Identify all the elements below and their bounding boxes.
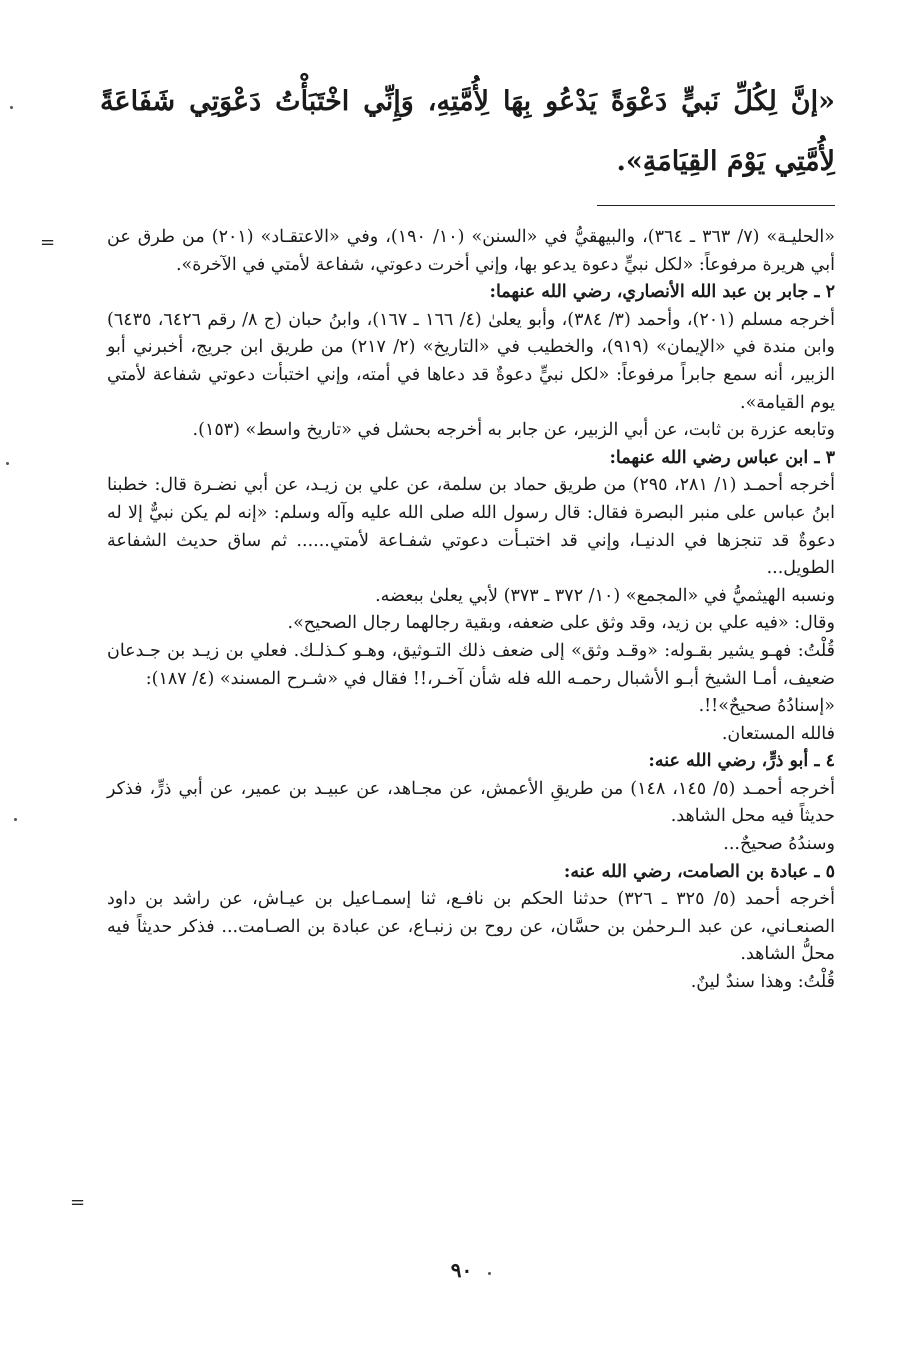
hadith-main-text: «إنَّ لِكُلِّ نَبيٍّ دَعْوَةً يَدْعُو بِهَا لِأُمَّتِهِ، وَإِنِّي اخْتَبَأْتُ دَعْوَتِي شَفَاعَةً لِأُمَّتِي يَوْمَ القِيَامَةِ». xyxy=(100,86,835,177)
footnote-paragraph: وسندُهُ صحيحٌ... xyxy=(723,834,835,855)
footnote-paragraph: وتابعه عزرة بن ثابت، عن أبي الزبير، عن جابر به أخرجه بحشل في «تاريخ واسط» (١٥٣). xyxy=(192,420,835,441)
footnote-heading: ٤ ـ أبو ذرٍّ، رضي الله عنه: xyxy=(648,751,835,772)
scan-speck xyxy=(14,818,17,821)
footnote-paragraph: قُلْتُ: وهذا سندٌ لينٌ. xyxy=(690,972,835,993)
footnote-paragraph: أخرجه أحمـد (١/ ٢٨١، ٢٩٥) من طريق حماد بن سلمة، عن علي بن زيـد، عن أبي نضـرة قال: خطبنا ابنُ عباس على منبر البصرة فقال: قال رسول الله صلى الله عليه وآله وسلم: «إنه لم يكن نبيٌّ إلا له دعوةٌ قد تنجزها في الدنيـا، وإني قد اختبـأت دعوتي شفـاعة لأمتي...... ثم ساق حديث الشفاعة الطويل... xyxy=(107,475,835,579)
footnote-paragraph: «إسنادُهُ صحيحٌ»!!. xyxy=(698,696,835,717)
continuation-mark-bottom: = xyxy=(70,1192,86,1213)
footnote-paragraph: أخرجه مسلم (٢٠١)، وأحمد (٣/ ٣٨٤)، وأبو يعلىٰ (٤/ ١٦٦ ـ ١٦٧)، وابنُ حبان (ج ٨/ رقم ٦٤٢٦، ٦٤٣٥) وابن مندة في «الإيمان» (٩١٩)، والخطيب في «التاريخ» (٢/ ٢١٧) من طريق ابن جريج، أخبرني أبو الزبير، أنه سمع جابراً مرفوعاً: «لكل نبيٍّ دعوةٌ قد دعاها في أمته، وإني اختبأت دعوتي شفاعة لأمتي يوم القيامة». xyxy=(107,309,835,413)
page-number: ٩٠ xyxy=(450,1258,473,1282)
footnote-paragraph: ونسبه الهيثميُّ في «المجمع» (١٠/ ٣٧٢ ـ ٣٧٣) لأبي يعلىٰ ببعضه. xyxy=(375,585,835,606)
footnote-heading: ٢ ـ جابر بن عبد الله الأنصاري، رضي الله عنهما: xyxy=(489,282,835,303)
footnotes xyxy=(107,224,835,997)
scan-speck xyxy=(6,462,9,465)
scan-speck xyxy=(10,106,13,109)
footnote-paragraph: «الحليـة» (٧/ ٣٦٣ ـ ٣٦٤)، والبيهقيُّ في «السنن» (١٠/ ١٩٠)، وفي «الاعتقـاد» (٢٠١) من طرق عن أبي هريرة مرفوعاً: «لكل نبيٍّ دعوة يدعو بها، وإني أخرت دعوتي، شفاعة لأمتي في الآخرة». xyxy=(107,227,835,275)
footnote-paragraph: أخرجه أحمـد (٥/ ١٤٥، ١٤٨) من طريقِ الأعمش، عن مجـاهد، عن عبيـد بن عمير، عن أبي ذرٍّ، فذكر حديثاً فيه محل الشاهد. xyxy=(107,778,835,827)
scan-speck xyxy=(488,1272,491,1275)
footnote-paragraph: قُلْتُ: فهـو يشير بقـوله: «وقـد وثق» إلى ضعف ذلك التـوثيق، وهـو كـذلـك. فعلي بن زيـد بن جـدعان ضعيف، أمـا الشيخ أبـو الأشبال رحمـه الله فله شأن آخـر،!! فقال في «شـرح المسند» (٤/ ١٨٧): xyxy=(107,640,835,689)
footnote-separator xyxy=(597,205,835,206)
footnote-paragraph: فالله المستعان. xyxy=(721,723,835,744)
footnote-heading: ٥ ـ عبادة بن الصامت، رضي الله عنه: xyxy=(563,861,835,882)
footnote-paragraph: وقال: «فيه علي بن زيد، وقد وثق على ضعفه، وبقية رجالهما رجال الصحيح». xyxy=(287,613,835,634)
continuation-mark: = xyxy=(40,232,56,253)
footnote-paragraph: أخرجه أحمد (٥/ ٣٢٥ ـ ٣٢٦) حدثنا الحكم بن نافـع، ثنا إسمـاعيل بن عيـاش، عن راشد بن داود الصنعـاني، عن عبد الـرحمٰن بن حسَّان، عن روح بن زنبـاع، عن عبادة بن الصـامت... فذكر حديثاً فيه محلُّ الشاهد. xyxy=(107,889,835,965)
footnote-heading: ٣ ـ ابن عباس رضي الله عنهما: xyxy=(609,447,835,468)
